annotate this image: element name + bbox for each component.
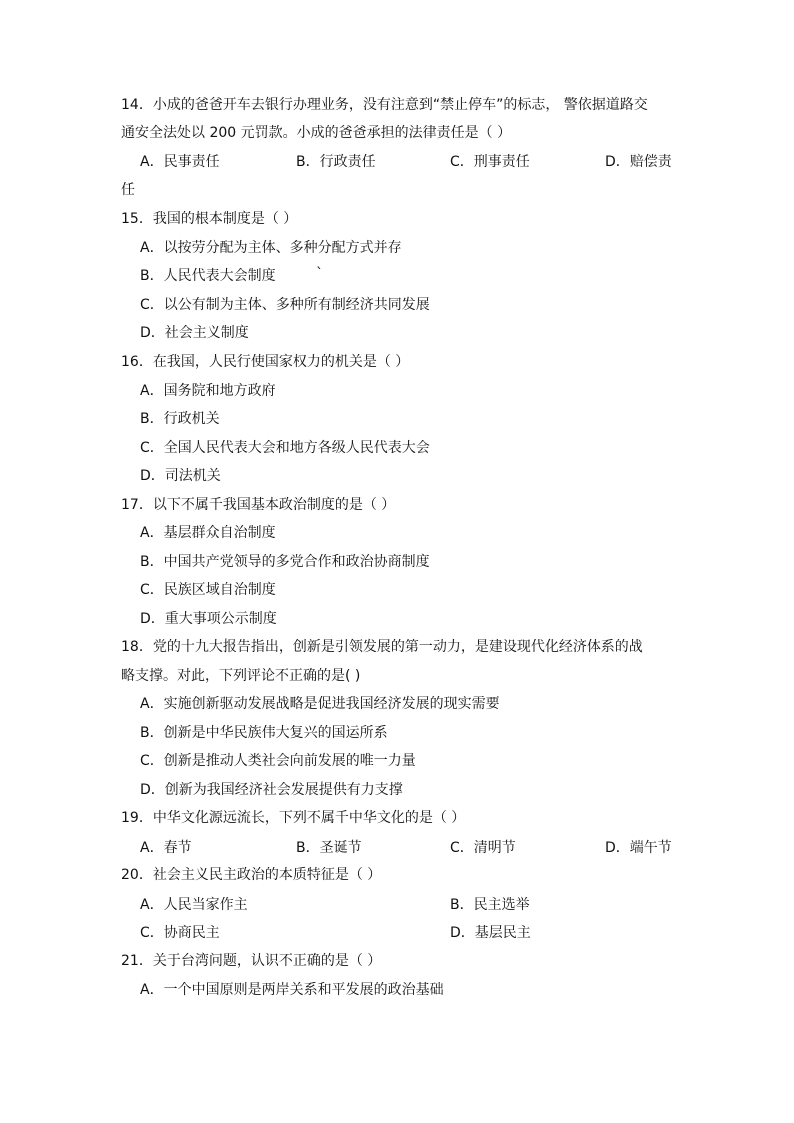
q14-option-d-wrap: 任 <box>121 182 135 198</box>
q15-stray-mark: ` <box>316 266 323 282</box>
q16-stem: 16．在我国，人民行使国家权力的机关是（ ） <box>121 354 410 370</box>
q19-stem: 19．中华文化源远流长，下列不属千中华文化的是（ ） <box>121 810 466 826</box>
q18-stem-line-2: 略支撑。对此，下列评论不正确的是( ) <box>121 668 361 684</box>
q16-option-d: D．司法机关 <box>140 468 221 484</box>
q17-option-c: C．民族区域自治制度 <box>140 582 276 598</box>
q16-option-c: C．全国人民代表大会和地方各级人民代表大会 <box>140 440 430 456</box>
q18-option-a: A．实施创新驱动发展战略是促进我国经济发展的现实需要 <box>140 696 500 712</box>
q14-option-b: B．行政责任 <box>296 154 376 170</box>
q15-option-b: B．人民代表大会制度 <box>140 268 276 284</box>
q14-option-c: C．刑事责任 <box>450 154 530 170</box>
q19-option-a: A．春节 <box>140 840 192 856</box>
q19-option-c: C．清明节 <box>450 840 516 856</box>
q18-option-d: D．创新为我国经济社会发展提供有力支撑 <box>140 782 403 798</box>
q21-stem: 21．关于台湾问题，认识不正确的是（ ） <box>121 953 382 969</box>
q18-stem-line-1: 18．党的十九大报告指出，创新是引领发展的第一动力，是建设现代化经济体系的战 <box>121 639 643 655</box>
q17-option-d: D．重大事项公示制度 <box>140 611 277 627</box>
q15-option-c: C．以公有制为主体、多种所有制经济共同发展 <box>140 297 430 313</box>
q14-stem-line-2: 通安全法处以 200 元罚款。小成的爸爸承担的法律责任是（ ） <box>121 125 512 141</box>
q20-option-a: A．人民当家作主 <box>140 897 248 913</box>
q15-option-a: A．以按劳分配为主体、多种分配方式并存 <box>140 240 402 256</box>
q15-option-d: D．社会主义制度 <box>140 325 249 341</box>
q19-option-d: D．端午节 <box>605 840 672 856</box>
q14-option-a: A．民事责任 <box>140 154 220 170</box>
q21-option-a: A．一个中国原则是两岸关系和平发展的政治基础 <box>140 982 444 998</box>
q18-option-c: C．创新是推动人类社会向前发展的唯一力量 <box>140 753 416 769</box>
q17-option-b: B．中国共产党领导的多党合作和政治协商制度 <box>140 554 430 570</box>
q20-stem: 20．社会主义民主政治的本质特征是（ ） <box>121 867 382 883</box>
q14-option-d: D．赔偿责 <box>605 154 672 170</box>
q18-option-b: B．创新是中华民族伟大复兴的国运所系 <box>140 725 388 741</box>
q17-option-a: A．基层群众自治制度 <box>140 525 276 541</box>
q20-option-b: B．民主选举 <box>450 897 530 913</box>
q17-stem: 17．以下不属千我国基本政治制度的是（ ） <box>121 497 396 513</box>
q19-option-b: B．圣诞节 <box>296 840 362 856</box>
q20-option-c: C．协商民主 <box>140 925 220 941</box>
q14-stem-line-1: 14．小成的爸爸开车去银行办理业务，没有注意到“禁止停车”的标志， 警依据道路交 <box>121 97 648 113</box>
q16-option-a: A．国务院和地方政府 <box>140 383 276 399</box>
q15-stem: 15．我国的根本制度是（ ） <box>121 211 298 227</box>
q20-option-d: D．基层民主 <box>450 925 531 941</box>
q16-option-b: B．行政机关 <box>140 411 220 427</box>
